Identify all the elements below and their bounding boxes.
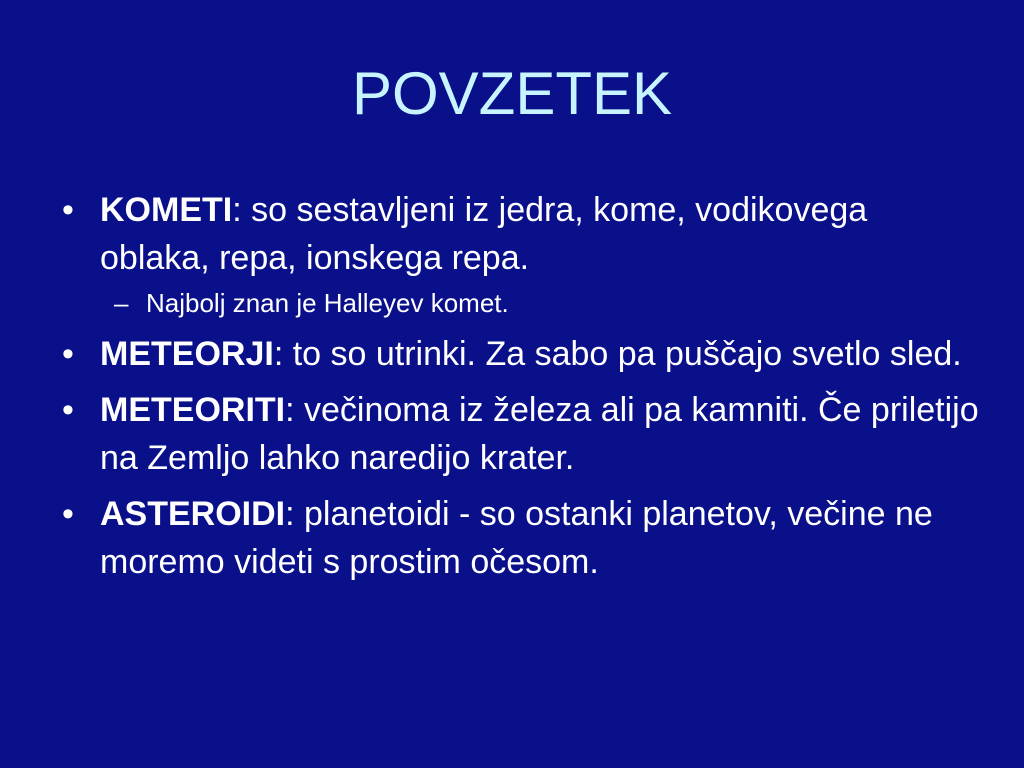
- bullet-term: METEORJI: [100, 335, 274, 373]
- bullet-text: : so sestavljeni iz jedra, kome, vodikovega oblaka, repa, ionskega repa.: [100, 191, 868, 277]
- bullet-icon: •: [62, 391, 74, 429]
- bullet-item-asteroidi: [62, 490, 982, 586]
- bullet-text: : planetoidi - so ostanki planetov, večine ne moremo videti s prostim očesom.: [100, 495, 933, 581]
- bullet-term: METEORITI: [100, 391, 286, 429]
- bullet-item-meteoriti: [62, 386, 982, 482]
- bullet-item-meteorji: [62, 330, 982, 378]
- bullet-icon: •: [62, 495, 74, 533]
- bullet-term: ASTEROIDI: [100, 495, 286, 533]
- bullet-term: KOMETI: [100, 191, 233, 229]
- sub-bullet-list: [100, 284, 982, 322]
- sub-bullet-text: Najbolj znan je Halleyev komet.: [146, 288, 509, 318]
- dash-icon: –: [114, 288, 129, 318]
- bullet-text: : večinoma iz železa ali pa kamniti. Če priletijo na Zemljo lahko naredijo krater.: [100, 391, 979, 477]
- bullet-text: : to so utrinki. Za sabo pa puščajo svetlo sled.: [273, 335, 962, 373]
- bullet-list: [62, 186, 982, 594]
- bullet-item-kometi: [62, 186, 982, 322]
- bullet-icon: •: [62, 191, 74, 229]
- bullet-icon: •: [62, 335, 74, 373]
- sub-bullet-item: [100, 284, 982, 322]
- slide-title: POVZETEK: [351, 60, 673, 127]
